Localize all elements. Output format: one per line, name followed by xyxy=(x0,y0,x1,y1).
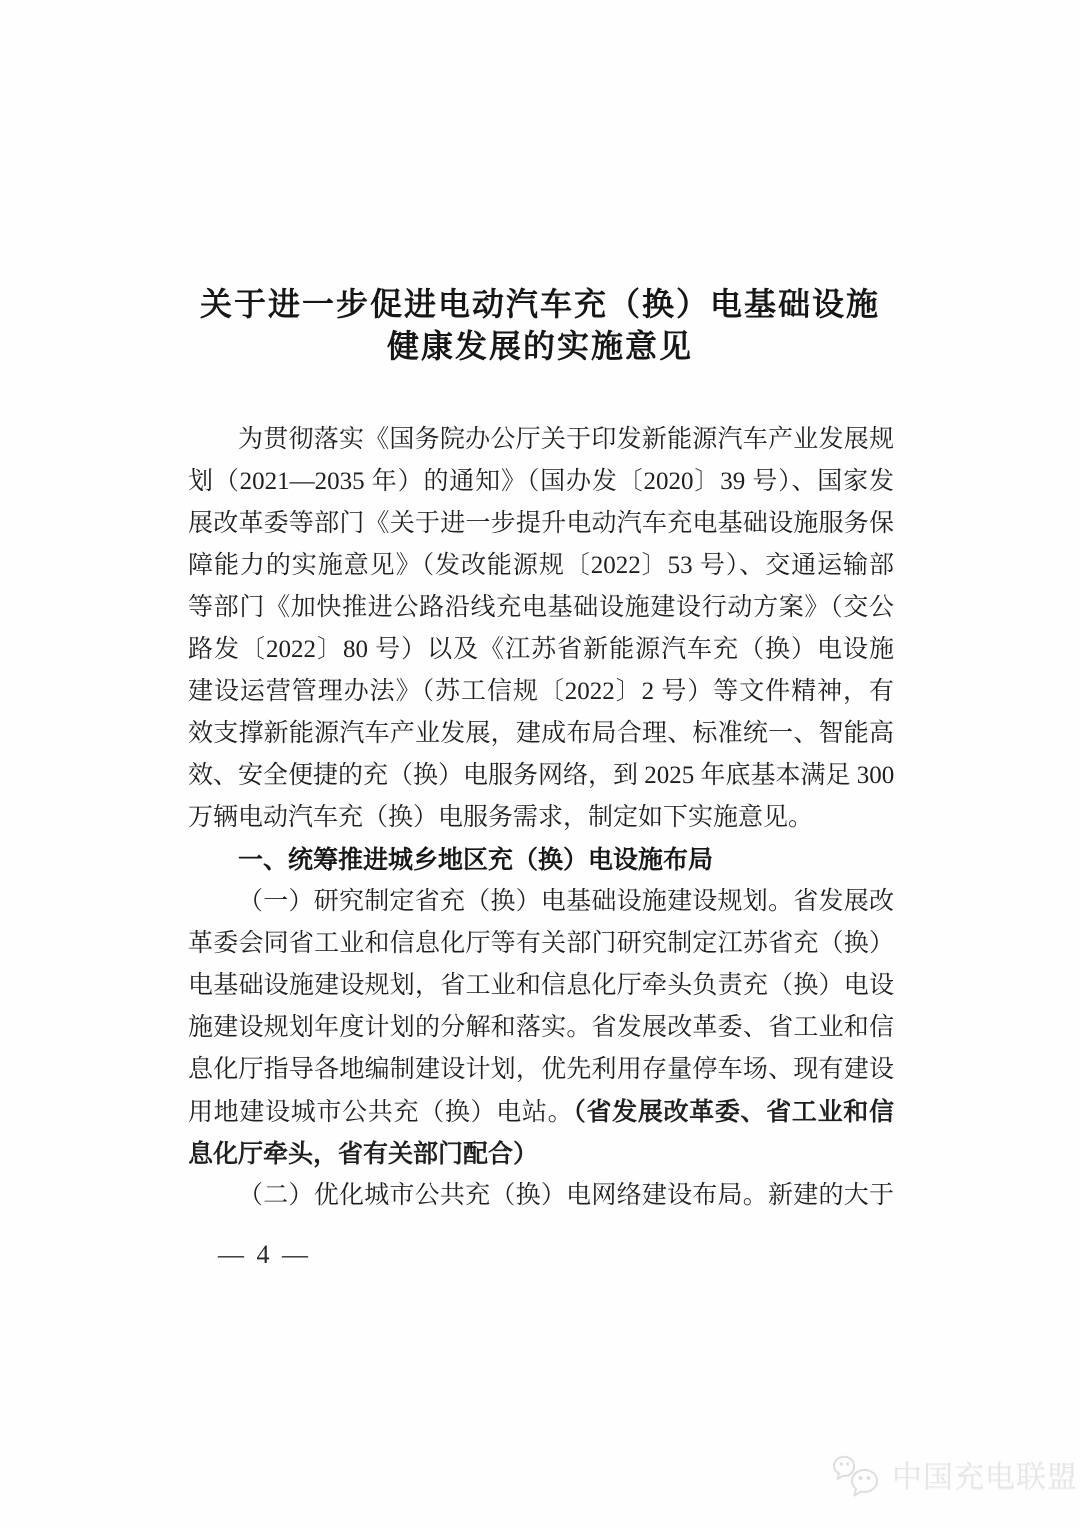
text-line: 施建设规划年度计划的分解和落实。省发展改革委、省工业和信 xyxy=(188,1014,894,1041)
wechat-icon xyxy=(832,1455,884,1501)
text-line: 息化厅牵头，省有关部门配合） xyxy=(188,1140,539,1168)
text-line: 展改革委等部门《关于进一步提升电动汽车充电基础设施服务保 xyxy=(188,510,894,537)
text-line: 障能力的实施意见》（发改能源规〔2022〕53 号）、交通运输部 xyxy=(188,552,894,579)
text-line: 效支撑新能源汽车产业发展，建成布局合理、标准统一、智能高 xyxy=(188,720,894,747)
text-line: 万辆电动汽车充（换）电服务需求，制定如下实施意见。 xyxy=(188,804,814,831)
text-line: 革委会同省工业和信息化厅等有关部门研究制定江苏省充（换） xyxy=(188,930,894,957)
title-line-1: 关于进一步促进电动汽车充（换）电基础设施 xyxy=(199,286,880,322)
watermark xyxy=(832,1455,1078,1501)
document-body xyxy=(188,419,894,1217)
page-number: — 4 — xyxy=(218,1240,311,1269)
section-heading: 一、统筹推进城乡地区充（换）电设施布局 xyxy=(238,846,714,874)
text-line: 建设运营管理办法》（苏工信规〔2022〕2 号）等文件精神，有 xyxy=(188,678,894,705)
title-line-2: 健康发展的实施意见 xyxy=(386,328,693,364)
text-line: 划（2021—2035 年）的通知》（国办发〔2020〕39 号）、国家发 xyxy=(188,468,894,495)
text-line: 电基础设施建设规划，省工业和信息化厅牵头负责充（换）电设 xyxy=(188,972,894,999)
text-line: 息化厅指导各地编制建设计划，优先利用存量停车场、现有建设 xyxy=(188,1056,894,1083)
text-line: 为贯彻落实《国务院办公厅关于印发新能源汽车产业发展规 xyxy=(238,426,894,453)
watermark-label: 中国充电联盟 xyxy=(892,1461,1078,1494)
text-line: 等部门《加快推进公路沿线充电基础设施建设行动方案》（交公 xyxy=(188,594,894,621)
text-line: （一）研究制定省充（换）电基础设施建设规划。省发展改 xyxy=(238,888,894,915)
text-line: 效、安全便捷的充（换）电服务网络，到 2025 年底基本满足 300 xyxy=(188,762,895,789)
text-line: 路发〔2022〕80 号）以及《江苏省新能源汽车充（换）电设施 xyxy=(188,636,894,663)
text-line: （二）优化城市公共充（换）电网络建设布局。新建的大于 xyxy=(238,1182,894,1209)
document-title xyxy=(0,283,1080,367)
text-line: 用地建设城市公共充（换）电站。（省发展改革委、省工业和信 xyxy=(188,1098,894,1126)
